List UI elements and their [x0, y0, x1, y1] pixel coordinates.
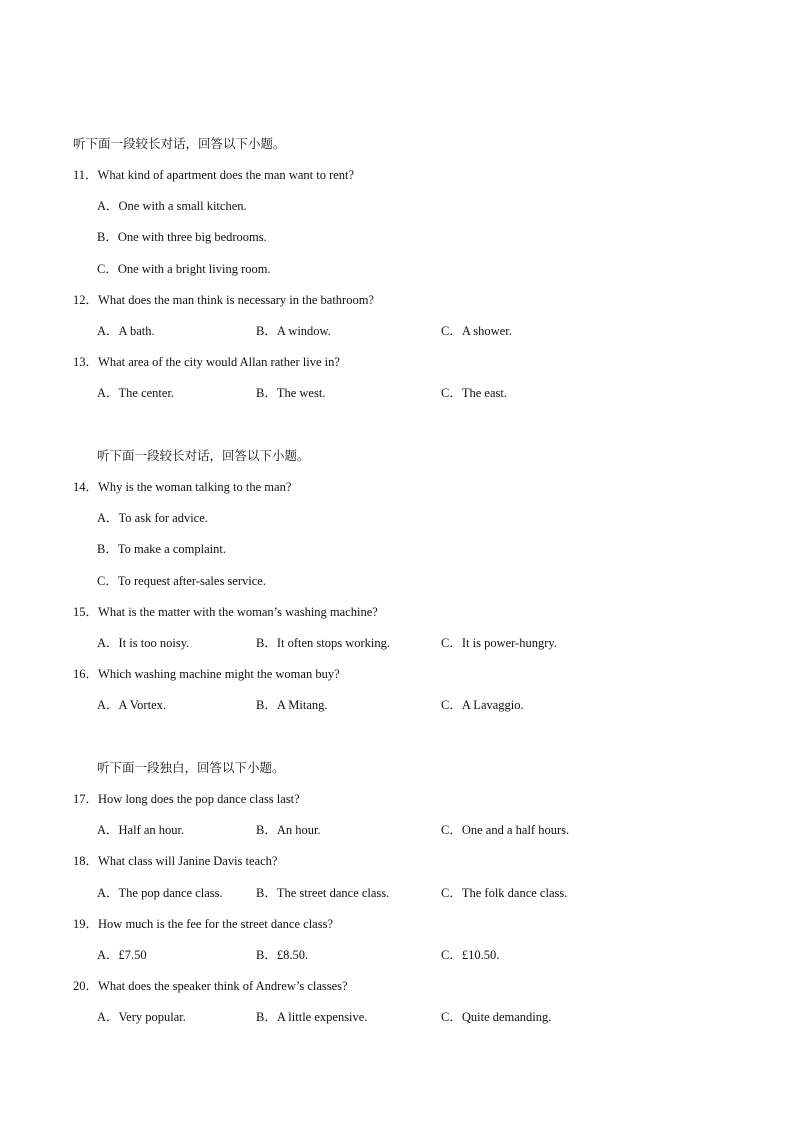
question-text: What is the matter with the woman’s washing machine?	[98, 605, 378, 619]
option-letter: C．	[441, 324, 462, 338]
question-16	[73, 666, 340, 682]
option-text: £10.50.	[461, 948, 500, 962]
option-text: To make a complaint.	[117, 542, 226, 556]
option-letter: B．	[97, 542, 118, 556]
option-a	[97, 885, 223, 901]
question-14	[73, 479, 291, 495]
option-c	[441, 947, 499, 963]
option-b	[256, 385, 325, 401]
option-a	[97, 635, 189, 651]
option-text: Half an hour.	[118, 823, 185, 837]
question-text: What does the speaker think of Andrew’s classes?	[98, 979, 348, 993]
question-13	[73, 354, 340, 370]
option-text: A window.	[276, 324, 331, 338]
question-text: Why is the woman talking to the man?	[98, 480, 292, 494]
question-number: 19．	[73, 917, 99, 931]
option-c	[97, 573, 266, 589]
option-c	[441, 385, 507, 401]
option-text: An hour.	[276, 823, 321, 837]
option-text: A Mitang.	[276, 698, 328, 712]
option-text: A bath.	[118, 324, 155, 338]
question-number: 11．	[73, 168, 98, 182]
option-letter: A．	[97, 636, 119, 650]
option-text: A shower.	[461, 324, 512, 338]
option-letter: B．	[256, 823, 277, 837]
option-a	[97, 510, 208, 526]
option-letter: B．	[256, 886, 277, 900]
option-text: One with a small kitchen.	[118, 199, 247, 213]
question-number: 17．	[73, 792, 99, 806]
option-c	[97, 261, 271, 277]
option-text: To ask for advice.	[118, 511, 208, 525]
option-c	[441, 323, 512, 339]
question-number: 14．	[73, 480, 99, 494]
question-19	[73, 916, 333, 932]
option-letter: B．	[97, 230, 118, 244]
option-letter: C．	[441, 886, 462, 900]
question-text: What does the man think is necessary in the bathroom?	[98, 293, 374, 307]
option-text: The east.	[461, 386, 507, 400]
option-text: £7.50	[118, 948, 147, 962]
option-b	[256, 822, 321, 838]
option-letter: A．	[97, 511, 119, 525]
question-text: What kind of apartment does the man want to rent?	[97, 168, 355, 182]
option-b	[97, 541, 226, 557]
option-letter: A．	[97, 1010, 119, 1024]
option-letter: C．	[97, 262, 118, 276]
option-text: It often stops working.	[276, 636, 391, 650]
section-heading: 听下面一段较长对话，回答以下小题。	[73, 136, 286, 151]
option-text: It is power-hungry.	[461, 636, 557, 650]
question-12	[73, 292, 374, 308]
option-text: The west.	[276, 386, 326, 400]
option-text: £8.50.	[276, 948, 309, 962]
section-heading: 听下面一段独白，回答以下小题。	[97, 760, 285, 775]
option-b	[256, 885, 389, 901]
option-letter: A．	[97, 698, 119, 712]
option-letter: B．	[256, 698, 277, 712]
option-a	[97, 822, 184, 838]
option-text: Quite demanding.	[461, 1010, 552, 1024]
option-c	[441, 822, 569, 838]
option-letter: C．	[441, 698, 462, 712]
option-letter: B．	[256, 948, 277, 962]
question-20	[73, 978, 348, 994]
option-text: The street dance class.	[276, 886, 390, 900]
option-letter: C．	[441, 948, 462, 962]
question-number: 18．	[73, 854, 99, 868]
option-a	[97, 385, 174, 401]
option-letter: C．	[441, 386, 462, 400]
option-letter: B．	[256, 1010, 277, 1024]
option-letter: B．	[256, 386, 277, 400]
option-letter: C．	[441, 1010, 462, 1024]
option-letter: A．	[97, 886, 119, 900]
option-text: One and a half hours.	[461, 823, 570, 837]
option-b	[256, 635, 390, 651]
option-letter: A．	[97, 823, 119, 837]
option-text: It is too noisy.	[118, 636, 190, 650]
option-text: The folk dance class.	[461, 886, 568, 900]
section-heading: 听下面一段较长对话，回答以下小题。	[97, 448, 310, 463]
option-letter: A．	[97, 948, 119, 962]
question-number: 16．	[73, 667, 99, 681]
option-a	[97, 1009, 186, 1025]
option-b	[97, 229, 267, 245]
option-text: One with three big bedrooms.	[117, 230, 267, 244]
option-letter: A．	[97, 386, 119, 400]
option-a	[97, 697, 166, 713]
question-number: 13．	[73, 355, 99, 369]
option-b	[256, 323, 331, 339]
option-letter: C．	[441, 823, 462, 837]
option-text: The center.	[118, 386, 175, 400]
option-c	[441, 697, 524, 713]
option-text: A little expensive.	[276, 1010, 368, 1024]
option-text: A Vortex.	[118, 698, 166, 712]
option-b	[256, 1009, 367, 1025]
question-number: 12．	[73, 293, 99, 307]
option-letter: A．	[97, 324, 119, 338]
question-text: What area of the city would Allan rather live in?	[98, 355, 340, 369]
option-c	[441, 885, 567, 901]
question-18	[73, 853, 277, 869]
option-text: Very popular.	[118, 1010, 186, 1024]
option-c	[441, 635, 557, 651]
option-text: One with a bright living room.	[117, 262, 271, 276]
question-text: How long does the pop dance class last?	[98, 792, 300, 806]
option-b	[256, 697, 328, 713]
option-letter: A．	[97, 199, 119, 213]
option-text: To request after-sales service.	[117, 574, 266, 588]
option-letter: B．	[256, 636, 277, 650]
question-text: What class will Janine Davis teach?	[98, 854, 278, 868]
option-letter: B．	[256, 324, 277, 338]
question-text: Which washing machine might the woman buy?	[98, 667, 340, 681]
question-11	[73, 167, 354, 183]
option-a	[97, 323, 155, 339]
option-letter: C．	[97, 574, 118, 588]
question-text: How much is the fee for the street dance class?	[98, 917, 333, 931]
option-text: The pop dance class.	[118, 886, 223, 900]
option-a	[97, 198, 247, 214]
option-text: A Lavaggio.	[461, 698, 524, 712]
option-a	[97, 947, 147, 963]
question-17	[73, 791, 300, 807]
option-b	[256, 947, 308, 963]
question-number: 20．	[73, 979, 99, 993]
option-c	[441, 1009, 551, 1025]
question-15	[73, 604, 378, 620]
option-letter: C．	[441, 636, 462, 650]
question-number: 15．	[73, 605, 99, 619]
